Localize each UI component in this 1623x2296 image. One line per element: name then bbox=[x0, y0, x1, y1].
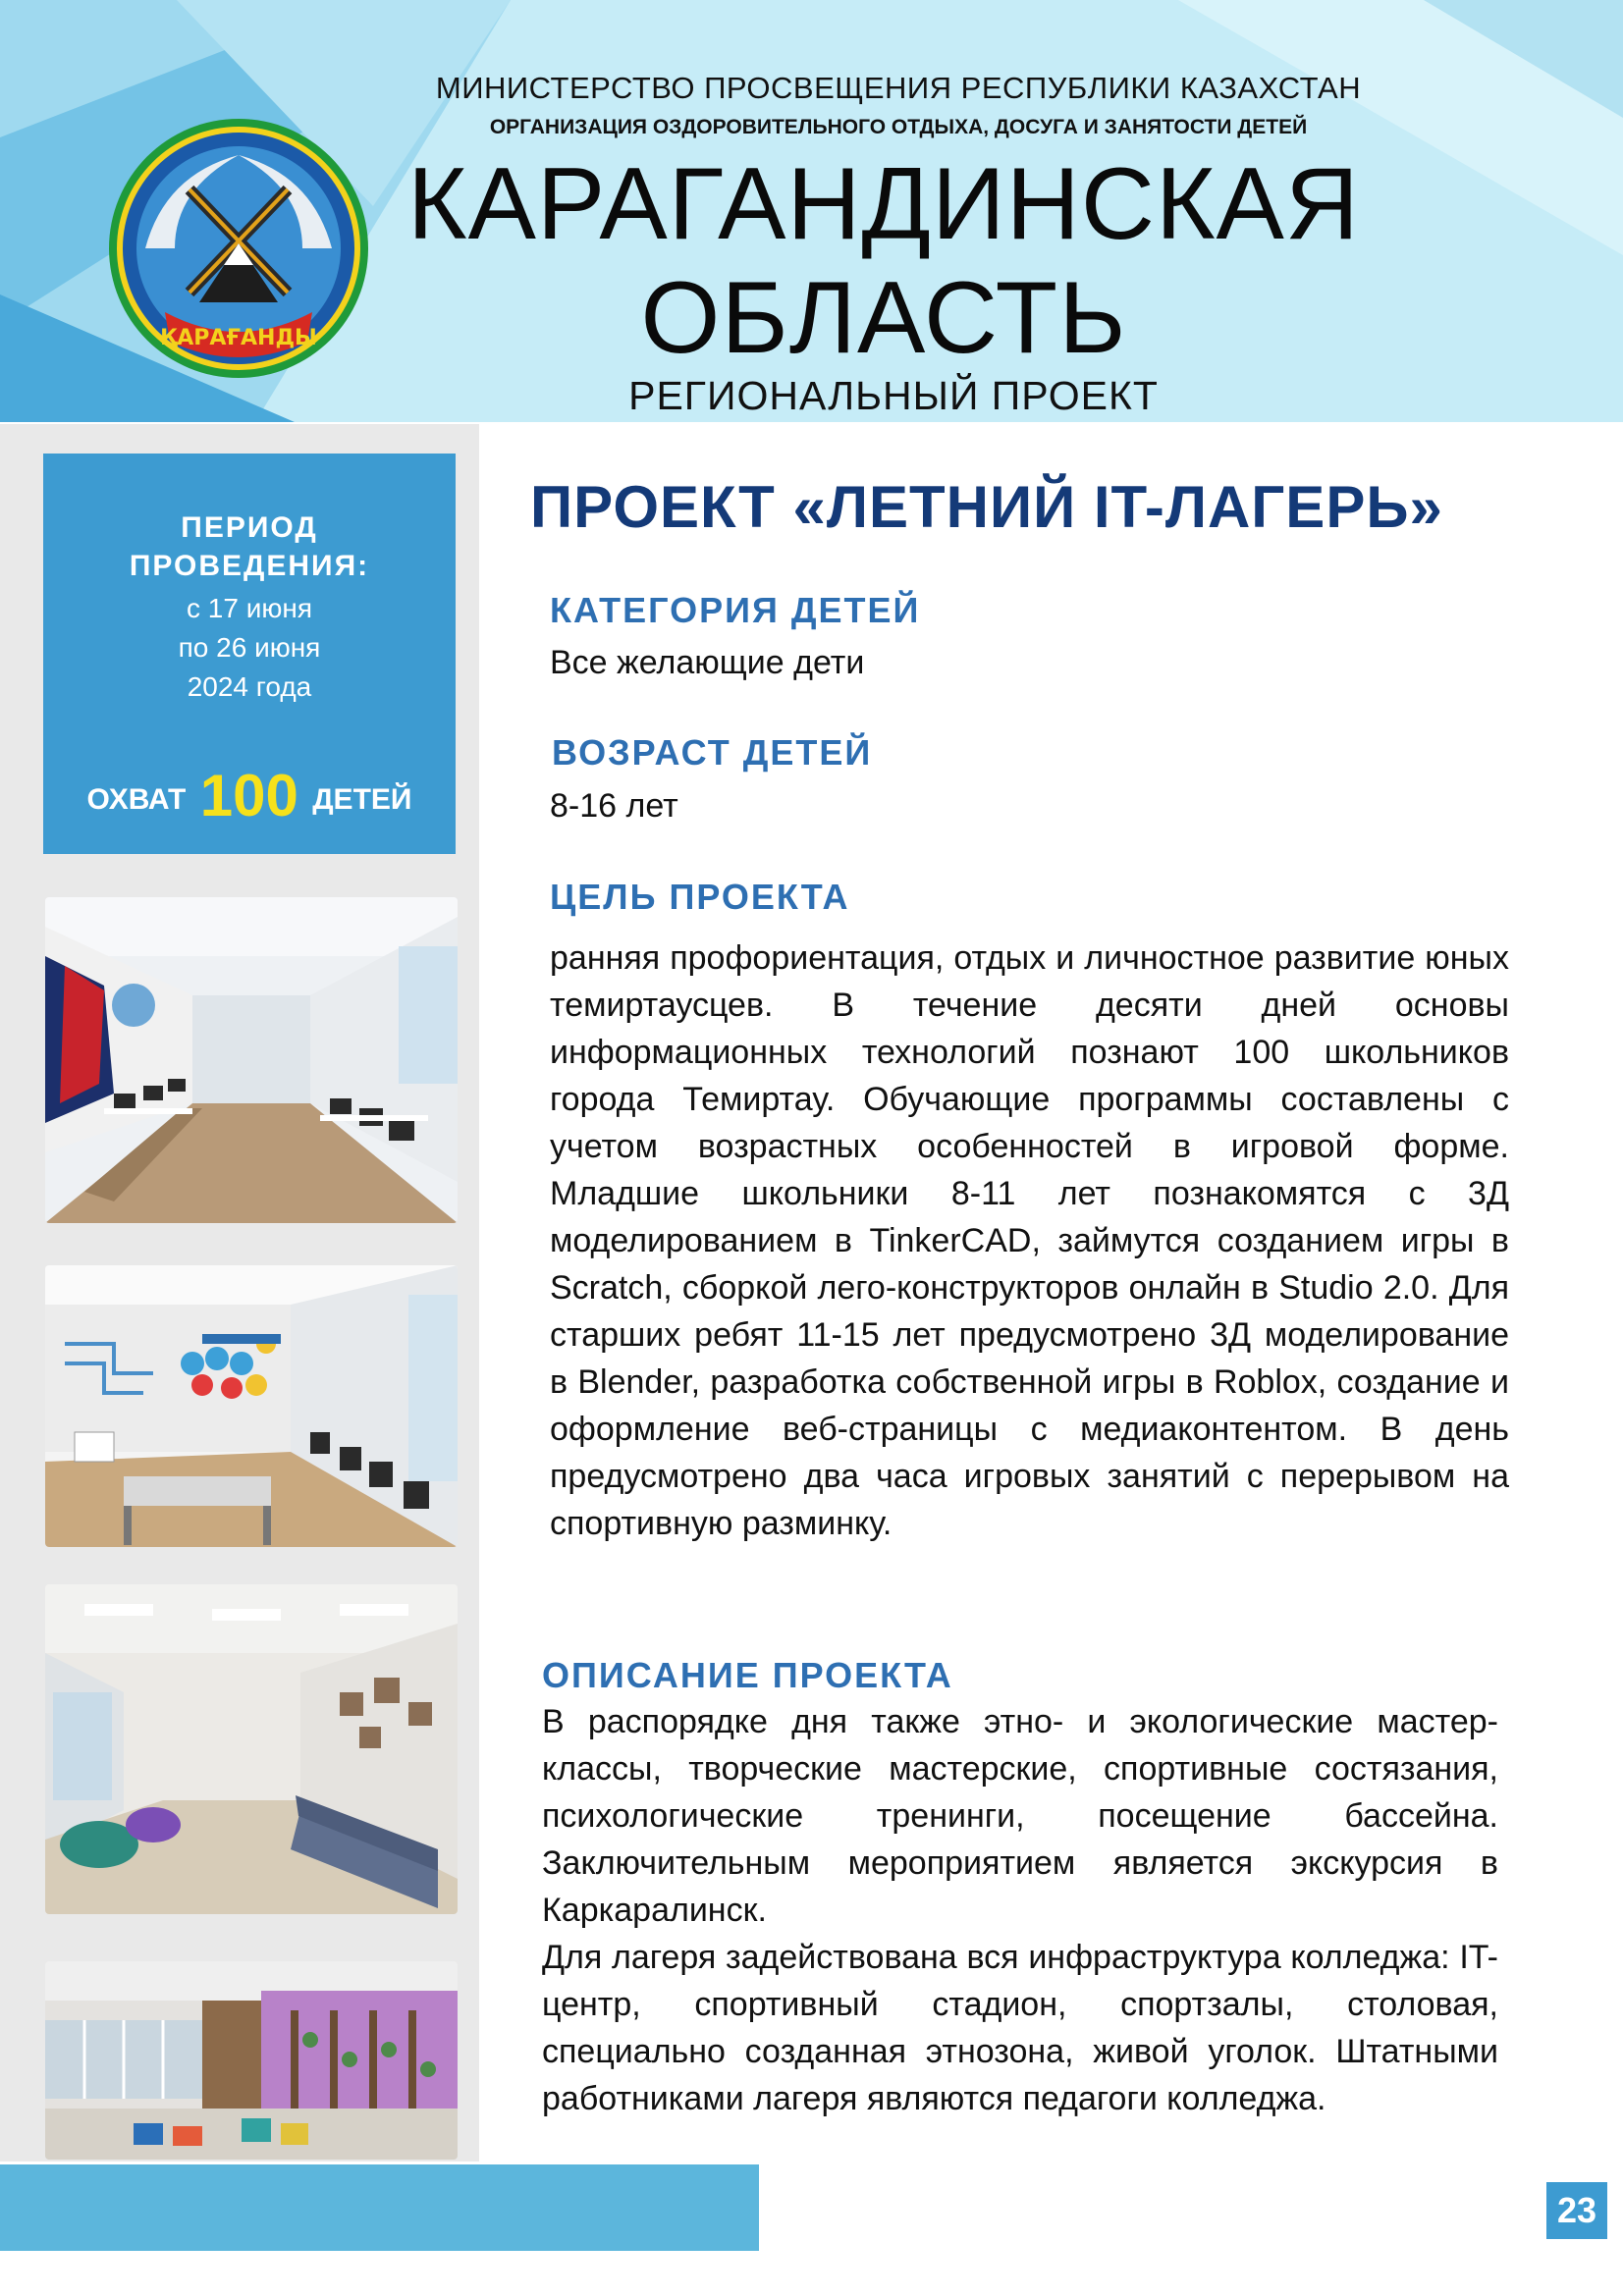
footer-bar bbox=[0, 2164, 759, 2251]
region-title-line2: ОБЛАСТЬ bbox=[640, 261, 1127, 375]
karaganda-emblem bbox=[106, 116, 371, 381]
coverage bbox=[43, 762, 456, 829]
description-paragraph-2: Для лагеря задействована вся инфраструктура колледжа: IT-центр, спортивный стадион, спортзалы, столовая, специально созданная этнозона, живой уголок. Штатными работниками лагеря являются педагоги колледжа. bbox=[542, 1939, 1498, 2117]
period-title-line2: ПРОВЕДЕНИЯ: bbox=[129, 550, 370, 582]
date-line3: 2024 года bbox=[187, 671, 312, 702]
category-text: Все желающие дети bbox=[550, 644, 865, 681]
region-title-line1: КАРАГАНДИНСКАЯ bbox=[406, 147, 1360, 261]
photo-ethno-zone bbox=[45, 1961, 458, 2160]
region-title bbox=[393, 147, 1375, 375]
period-dates bbox=[43, 589, 456, 707]
category-heading: КАТЕГОРИЯ ДЕТЕЙ bbox=[550, 590, 921, 630]
coverage-unit: ДЕТЕЙ bbox=[312, 783, 412, 816]
coverage-label: ОХВАТ bbox=[86, 783, 187, 816]
age-text: 8-16 лет bbox=[550, 787, 678, 825]
photo-computer-class bbox=[45, 897, 458, 1223]
period-box bbox=[43, 454, 456, 854]
ministry-name: МИНИСТЕРСТВО ПРОСВЕЩЕНИЯ РЕСПУБЛИКИ КАЗАХСТАН bbox=[435, 71, 1362, 105]
age-heading: ВОЗРАСТ ДЕТЕЙ bbox=[552, 732, 873, 773]
photo-programming-room bbox=[45, 1265, 458, 1547]
header-banner bbox=[0, 0, 1623, 422]
regional-project-label: РЕГИОНАЛЬНЫЙ ПРОЕКТ bbox=[628, 373, 1159, 418]
emblem-text: ҚАРАҒАНДЫ bbox=[160, 326, 317, 350]
coverage-value: 100 bbox=[199, 763, 298, 828]
photo-lounge-room bbox=[45, 1584, 458, 1914]
period-title bbox=[43, 508, 456, 585]
date-line1: с 17 июня bbox=[187, 593, 312, 623]
date-line2: по 26 июня bbox=[178, 632, 321, 663]
project-title: ПРОЕКТ «ЛЕТНИЙ IT-ЛАГЕРЬ» bbox=[530, 474, 1443, 540]
description-heading: ОПИСАНИЕ ПРОЕКТА bbox=[542, 1655, 953, 1695]
page-number: 23 bbox=[1546, 2182, 1607, 2239]
organization-name: ОРГАНИЗАЦИЯ ОЗДОРОВИТЕЛЬНОГО ОТДЫХА, ДОСУГА И ЗАНЯТОСТИ ДЕТЕЙ bbox=[489, 116, 1308, 138]
description-paragraph-1: В распорядке дня также этно- и экологические мастер-классы, творческие мастерские, спортивные состязания, психологические тренинги, посещение бассейна. Заключительным мероприятием является экскурсия в Каркаралинск. bbox=[542, 1703, 1498, 1929]
goal-heading: ЦЕЛЬ ПРОЕКТА bbox=[550, 877, 850, 917]
period-title-line1: ПЕРИОД bbox=[181, 511, 318, 544]
goal-text: ранняя профориентация, отдых и личностное развитие юных темиртаусцев. В течение десяти дней основы информационных технологий познают 100 школьников города Темиртау. Обучающие программы составлены с учетом возрастных особенностей в игровой форме. Младшие школьники 8-11 лет познакомятся с 3Д моделированием в TinkerCAD, займутся созданием игры в Scratch, сборкой лего-конструкторов онлайн в Studio 2.0. Для старших ребят 11-15 лет предусмотрено 3Д моделирование в Blender, разработка собственной игры в Roblox, создание и оформление веб-страницы с медиаконтентом. В день предусмотрено два часа игровых занятий с перерывом на спортивную разминку. bbox=[550, 939, 1509, 1542]
